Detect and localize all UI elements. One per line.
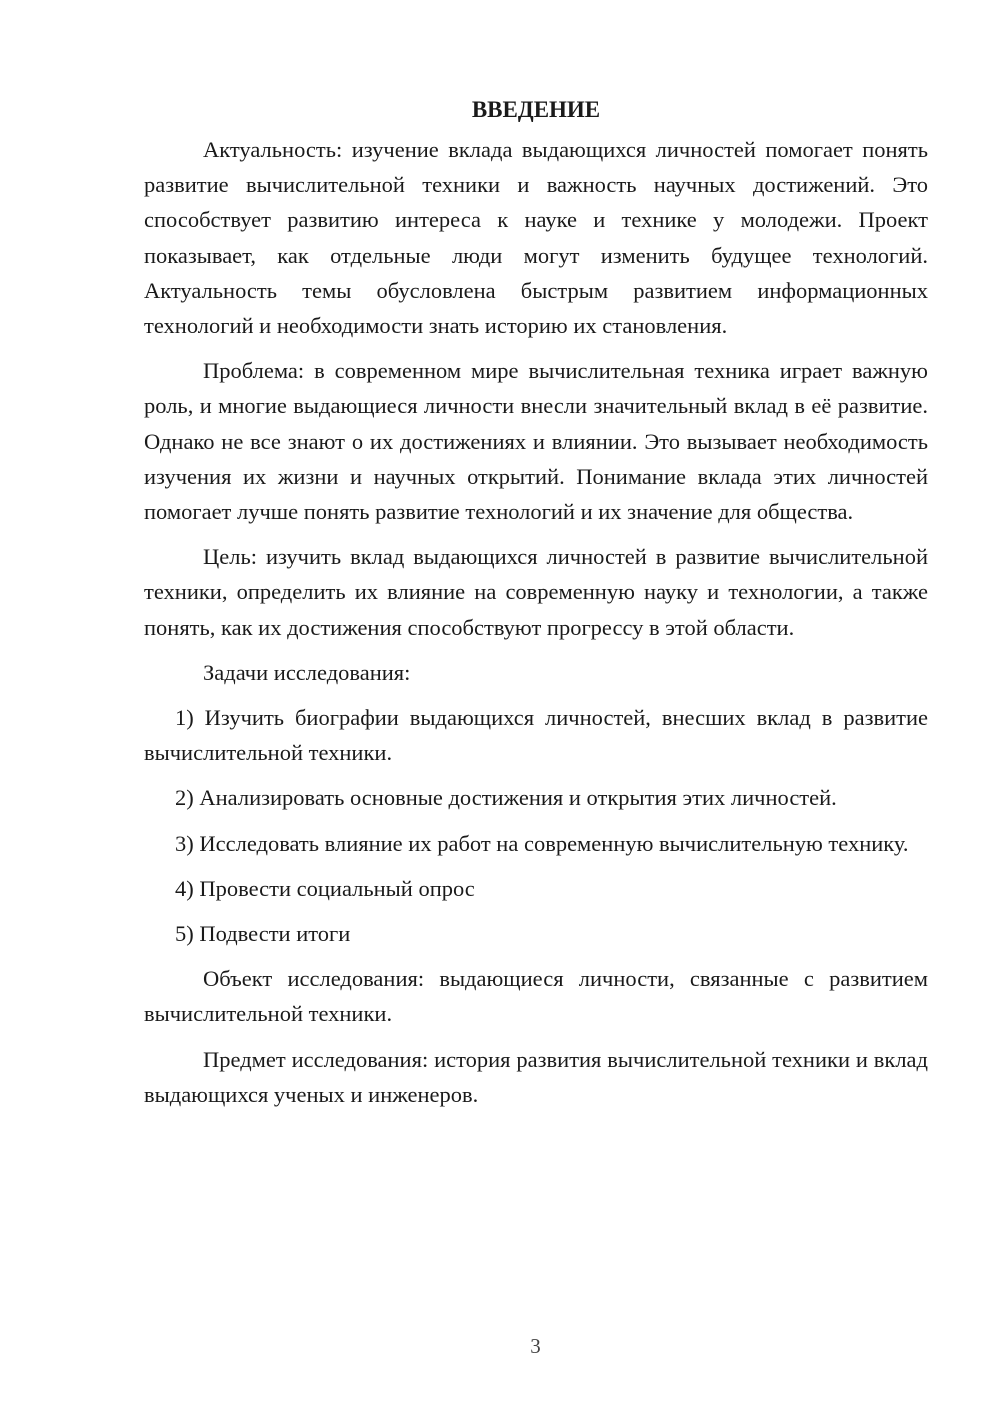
tasks-heading: Задачи исследования: <box>203 659 411 685</box>
section-title: ВВЕДЕНИЕ <box>471 97 601 122</box>
task-item-3: 3) Исследовать влияние их работ на современную вычислительную технику. <box>175 830 909 856</box>
task-item-1: 1) Изучить биографии выдающихся личностей, внесших вклад в развитие вычислительной техники. <box>144 705 928 766</box>
goal-paragraph: Цель: изучить вклад выдающихся личностей в развитие вычислительной техники, определить их влияние на современную науку и технологии, а также понять, как их достижения способствуют прогрессу в этой области. <box>144 544 928 640</box>
task-item-5: 5) Подвести итоги <box>175 921 351 947</box>
document-page <box>144 90 928 1390</box>
task-item-2: 2) Анализировать основные достижения и открытия этих личностей. <box>175 785 837 811</box>
task-item-4: 4) Провести социальный опрос <box>175 875 475 901</box>
subject-paragraph: Предмет исследования: история развития вычислительной техники и вклад выдающихся ученых и инженеров. <box>144 1046 928 1107</box>
object-paragraph: Объект исследования: выдающиеся личности, связанные с развитием вычислительной техники. <box>144 966 928 1027</box>
problem-paragraph: Проблема: в современном мире вычислительная техника играет важную роль, и многие выдающиеся личности внесли значительный вклад в её развитие. Однако не все знают о их достижениях и влиянии. Это вызывает необходимость изучения их жизни и научных открытий. Понимание вклада этих личностей помогает лучше понять развитие технологий и их значение для общества. <box>144 358 928 525</box>
page-number: 3 <box>530 1334 541 1358</box>
relevance-paragraph: Актуальность: изучение вклада выдающихся личностей помогает понять развитие вычислительной техники и важность научных достижений. Это способствует развитию интереса к науке и технике у молодежи. Проект показывает, как отдельные люди могут изменить будущее технологий. Актуальность темы обусловлена быстрым развитием информационных технологий и необходимости знать историю их становления. <box>144 137 928 339</box>
